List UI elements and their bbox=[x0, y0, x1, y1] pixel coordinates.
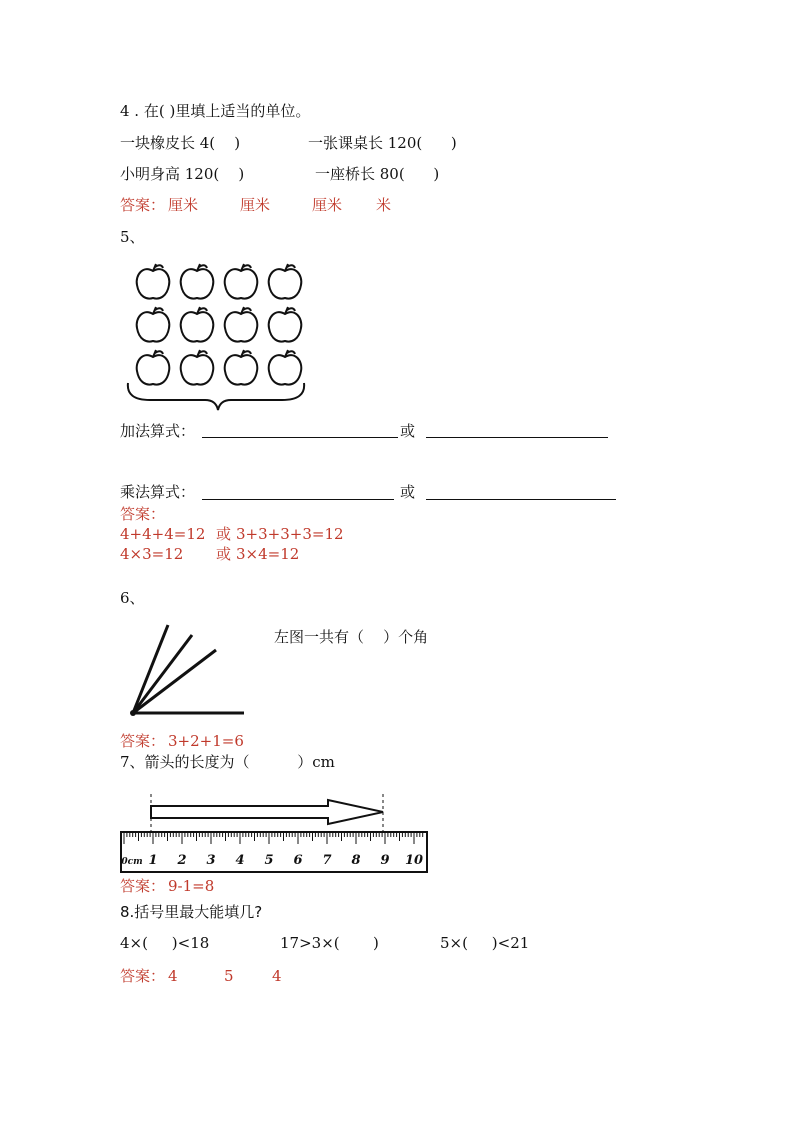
ruler-label: 6 bbox=[293, 853, 303, 868]
q6-question: 左图一共有（ ）个角 bbox=[274, 628, 429, 646]
q4-title: 4 . 在( )里填上适当的单位。 bbox=[120, 102, 311, 120]
apple-icon bbox=[181, 350, 214, 385]
q7-question: 7、箭头的长度为（ ）cm bbox=[120, 753, 335, 771]
brace-mark bbox=[128, 383, 304, 410]
apple-icon bbox=[269, 350, 302, 385]
ruler-arrow-illustration bbox=[120, 790, 430, 876]
q4-answer-3: 厘米 bbox=[312, 196, 343, 214]
q5-add-blank-2[interactable] bbox=[426, 437, 608, 438]
q4-desk-blank: 一张课桌长 120( ) bbox=[308, 134, 457, 152]
q5-ans-add-or: 或 bbox=[216, 525, 232, 543]
q7-answer-label: 答案： bbox=[120, 877, 166, 895]
apple-icon bbox=[269, 264, 302, 299]
apple-icon bbox=[225, 350, 258, 385]
q5-ans-add-a: 4+4+4=12 bbox=[120, 525, 206, 543]
apple-icon bbox=[225, 307, 258, 342]
angle-rays-illustration bbox=[120, 615, 250, 720]
q5-number: 5、 bbox=[120, 228, 145, 246]
q4-answer-1: 厘米 bbox=[168, 196, 199, 214]
q5-or-2: 或 bbox=[400, 483, 416, 501]
q8-expr-2: 17>3×( ) bbox=[280, 934, 379, 952]
q5-mul-blank-2[interactable] bbox=[426, 499, 616, 500]
q8-expr-3: 5×( )<21 bbox=[440, 934, 530, 952]
arrow-shape bbox=[151, 800, 383, 824]
ruler-label: 3 bbox=[206, 853, 216, 868]
ruler-label: 2 bbox=[177, 853, 187, 868]
q5-add-label: 加法算式： bbox=[120, 422, 196, 440]
apple-icon bbox=[137, 307, 170, 342]
q5-ans-add-b: 3+3+3+3=12 bbox=[236, 525, 344, 543]
q8-answer-3: 4 bbox=[272, 967, 282, 985]
ruler-label: 0cm bbox=[121, 857, 143, 867]
q5-mul-label: 乘法算式： bbox=[120, 483, 196, 501]
q5-mul-blank-1[interactable] bbox=[202, 499, 394, 500]
q4-answer-label: 答案： bbox=[120, 196, 166, 214]
ruler-label: 9 bbox=[380, 853, 390, 868]
q7-answer: 9-1=8 bbox=[168, 877, 215, 895]
q6-answer: 3+2+1=6 bbox=[168, 732, 244, 750]
apple-icon bbox=[137, 264, 170, 299]
ruler-label: 4 bbox=[235, 853, 245, 868]
q4-bridge-blank: 一座桥长 80( ) bbox=[315, 165, 440, 183]
q6-number: 6、 bbox=[120, 589, 145, 607]
q8-answer-2: 5 bbox=[224, 967, 234, 985]
q4-answer-4: 米 bbox=[376, 196, 392, 214]
q5-ans-mul-b: 3×4=12 bbox=[236, 545, 300, 563]
apple-icon bbox=[181, 264, 214, 299]
q4-answer-2: 厘米 bbox=[240, 196, 271, 214]
apple-icon bbox=[225, 264, 258, 299]
apple-icon bbox=[137, 350, 170, 385]
q8-expr-1: 4×( )<18 bbox=[120, 934, 210, 952]
q5-answer-label: 答案： bbox=[120, 505, 166, 523]
ruler-label: 10 bbox=[404, 853, 424, 868]
q4-eraser-blank: 一块橡皮长 4( ) bbox=[120, 134, 241, 152]
q5-ans-mul-or: 或 bbox=[216, 545, 232, 563]
q4-height-blank: 小明身高 120( ) bbox=[120, 165, 245, 183]
q8-answer-1: 4 bbox=[168, 967, 178, 985]
q5-add-blank-1[interactable] bbox=[202, 437, 398, 438]
ruler-label: 1 bbox=[148, 853, 158, 868]
apple-grid-illustration bbox=[120, 255, 310, 415]
q5-or-1: 或 bbox=[400, 422, 416, 440]
ruler-label: 8 bbox=[351, 853, 361, 868]
ruler-label: 7 bbox=[322, 853, 332, 868]
apple-icon bbox=[269, 307, 302, 342]
q8-answer-label: 答案： bbox=[120, 967, 166, 985]
q8-title: 8.括号里最大能填几? bbox=[120, 903, 263, 921]
apple-icon bbox=[181, 307, 214, 342]
q5-ans-mul-a: 4×3=12 bbox=[120, 545, 184, 563]
vertex-dot bbox=[130, 710, 136, 716]
q6-answer-label: 答案： bbox=[120, 732, 166, 750]
ruler-label: 5 bbox=[264, 853, 274, 868]
